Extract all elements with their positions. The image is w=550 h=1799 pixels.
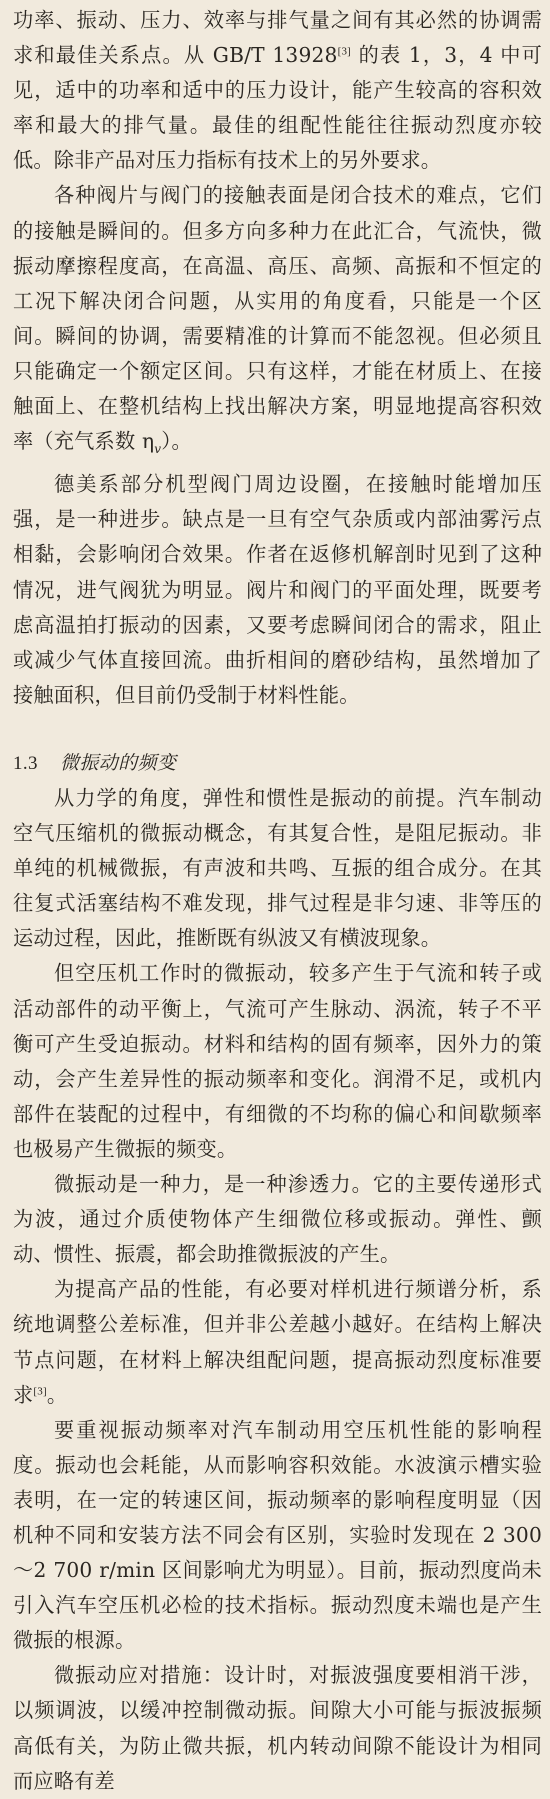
paragraph-p4: 从力学的角度，弹性和惯性是振动的前提。汽车制动空气压缩机的微振动概念，有其复合性，是阻尼振动。非单纯的机械微振，有声波和共鸣、互振的组合成分。在其往复式活塞结构不难发现，排气过程是非匀速、非等压的运动过程，因此，推断既有纵波又有横波现象。 (13, 786, 542, 951)
section-title: 微振动的频变 (59, 751, 177, 774)
paragraph-p7-text: 为提高产品的性能，有必要对样机进行频谱分析，系统地调整公差标准，但并非公差越小越好。在结构上解决节点问题，在材料上解决组配问题，提高振动烈度标准要求 (13, 1277, 542, 1407)
paragraph-p1-text-tail: 的表 1，3，4 中可见，适中的功率和适中的压力设计，能产生较高的容积效率和最大的排气量。最佳的组配性能往往振动烈度亦较低。除非产品对压力指标有技术上的另外要求。 (13, 43, 542, 173)
citation-ref: [3] (337, 45, 352, 58)
paragraph-p6: 微振动是一种力，是一种渗透力。它的主要传递形式为波，通过介质使物体产生细微位移或振动。弹性、颤动、惯性、振震，都会助推微振波的产生。 (13, 1172, 542, 1267)
paragraph-p9: 微振动应对措施：设计时，对振波强度要相消干涉，以频调波，以缓冲控制微动振。间隙大小可能与振波振频高低有关，为防止微共振，机内转动间隙不能设计为相同而应略有差 (13, 1663, 542, 1793)
paragraph-p2 (13, 178, 542, 467)
paragraph-p3: 德美系部分机型阀门周边设圈，在接触时能增加压强，是一种进步。缺点是一旦有空气杂质或内部油雾污点相黏，会影响闭合效果。作者在返修机解剖时见到了这种情况，进气阀犹为明显。阀片和阀门的平面处理，既要考虑高温拍打振动的因素，又要考虑瞬间闭合的需求，阻止或减少气体直接回流。曲折相间的磨砂结构，虽然增加了接触面积，但目前仍受制于材料性能。 (13, 472, 542, 707)
paragraph-p2-text: 各种阀片与阀门的接触表面是闭合技术的难点，它们的接触是瞬间的。但多方向多种力在此汇合，气流快，微振动摩擦程度高，在高温、高压、高频、高振和不恒定的工况下解决闭合问题，从实用的角度看，只能是一个区间。瞬间的协调，需要精准的计算而不能忽视。但必须且只能确定一个额定区间。只有这样，才能在材质上、在接触面上、在整机结构上找出解决方案，明显地提高容积效率（充气系数 η (13, 183, 542, 454)
paragraph-p1 (13, 3, 542, 178)
paragraph-p7 (13, 1272, 542, 1412)
paragraph-p8: 要重视振动频率对汽车制动用空压机性能的影响程度。振动也会耗能，从而影响容积效能。水波演示槽实验表明，在一定的转速区间，振动频率的影响程度明显（因机种不同和安装方法不同会有区别，实验时发现在 2 300～2 700 r/min 区间影响尤为明显）。目前，振动烈度尚未引入汽车空压机必检的技术指标。振动烈度未端也是产生微振的根源。 (13, 1417, 542, 1653)
section-gap (13, 713, 542, 746)
section-heading (13, 746, 542, 781)
paragraph-p1-text: 功率、振动、压力、效率与排气量之间有其必然的协调需求和最佳关系点。从 GB/T 13928 (13, 8, 542, 68)
citation-ref: [3] (33, 1384, 47, 1397)
paragraph-p5: 但空压机工作时的微振动，较多产生于气流和转子或活动部件的动平衡上，气流可产生脉动、涡流，转子不平衡可产生受迫振动。材料和结构的固有频率，因外力的策动，会产生差异性的振动频率和变化。润滑不足，或机内部件在装配的过程中，有细微的不均称的偏心和间歇频率也极易产生微振的频变。 (13, 961, 542, 1161)
paragraph-p7-tail: 。 (46, 1382, 68, 1407)
subscript-v: v (154, 442, 162, 457)
paragraph-p2-tail: ）。 (161, 429, 192, 454)
section-number: 1.3 (13, 752, 38, 774)
